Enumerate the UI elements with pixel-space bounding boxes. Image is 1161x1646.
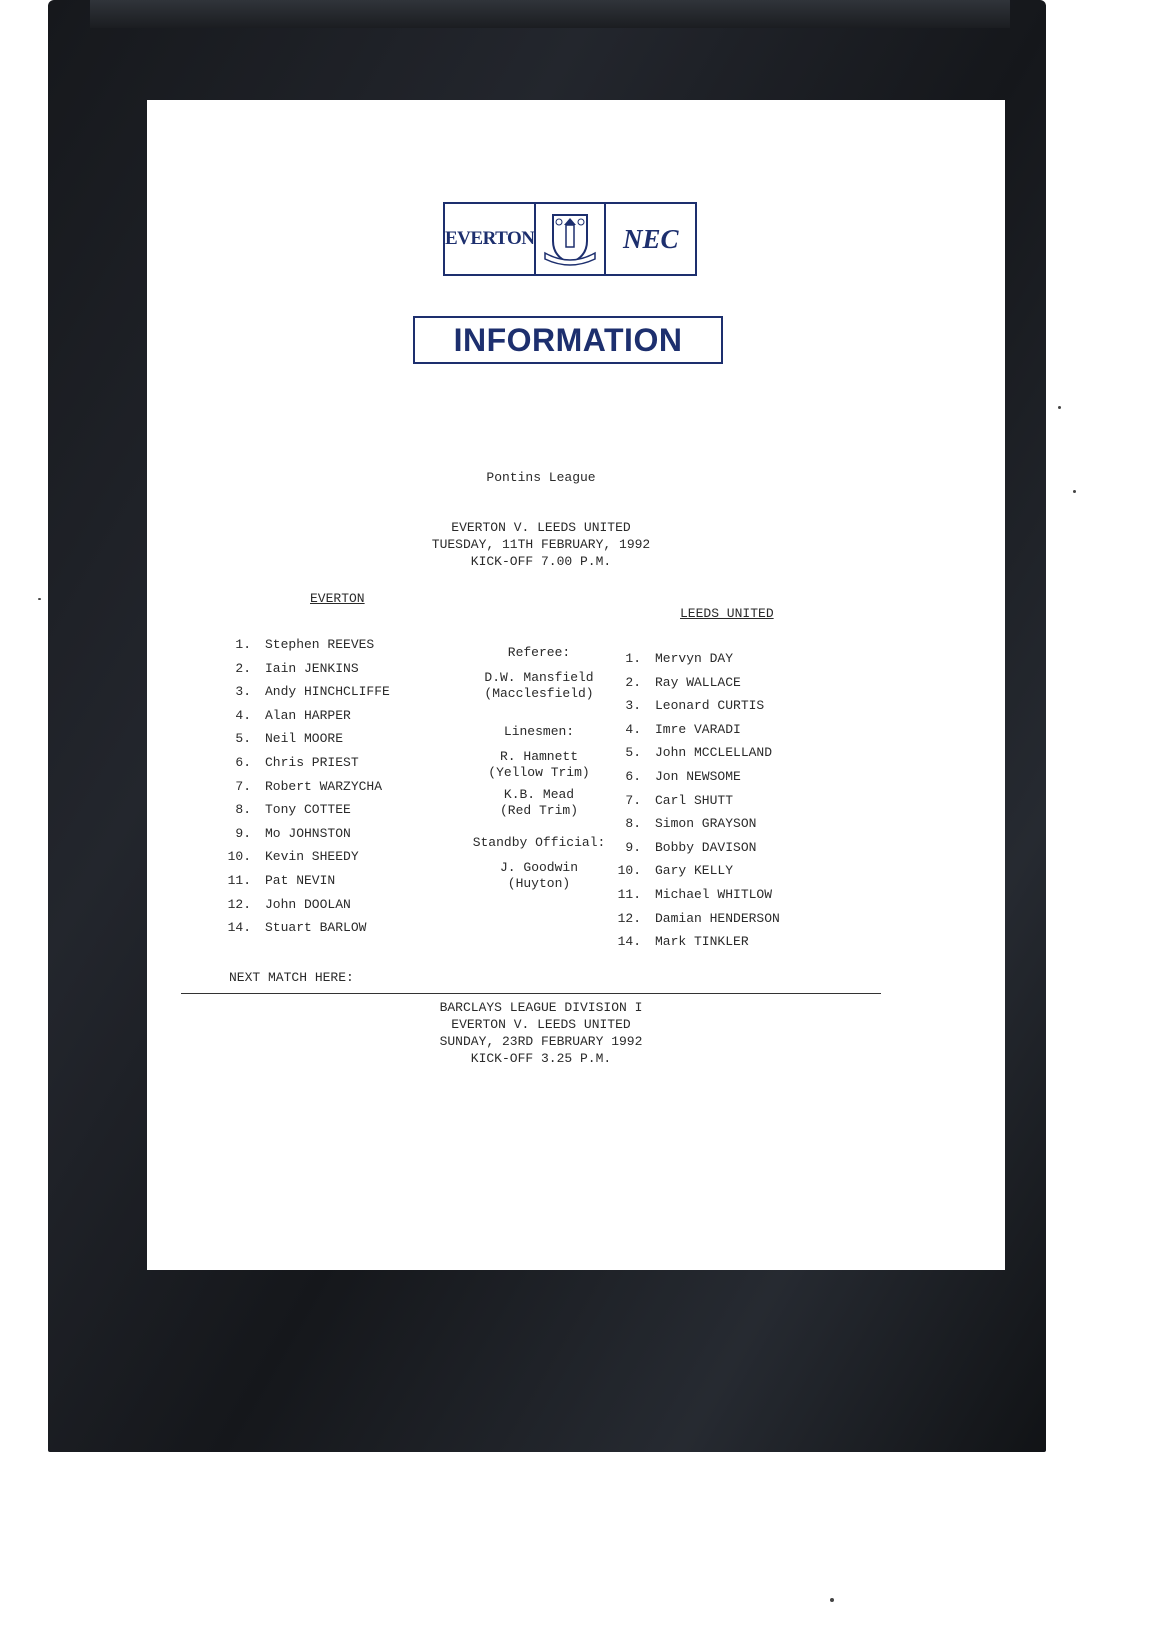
leeds-player-row	[611, 698, 764, 713]
referee-label: Referee:	[507, 645, 571, 660]
scan-speck	[38, 598, 41, 600]
everton-player-number: 3.	[235, 684, 251, 700]
referee-town: (Macclesfield)	[484, 686, 594, 701]
everton-player-row	[221, 897, 351, 912]
fixture-title: EVERTON V. LEEDS UNITED	[451, 520, 631, 535]
everton-player-name: Chris PRIEST	[265, 755, 359, 770]
leeds-player-name: Imre VARADI	[655, 721, 741, 737]
leeds-player-name: Simon GRAYSON	[655, 816, 757, 832]
leeds-player-number: 9.	[625, 839, 641, 855]
everton-player-name: Alan HARPER	[265, 707, 351, 723]
leeds-player-number: 3.	[625, 698, 641, 714]
leeds-heading: LEEDS UNITED	[680, 606, 774, 621]
everton-player-row	[221, 920, 366, 935]
leeds-player-name: Leonard CURTIS	[655, 698, 765, 714]
everton-player-name: Neil MOORE	[265, 731, 344, 747]
leeds-player-name: Carl SHUTT	[655, 792, 734, 808]
leeds-player-row	[611, 887, 772, 902]
leeds-player-row	[611, 745, 772, 760]
everton-player-number: 7.	[235, 778, 251, 794]
linesman-1-name: R. Hamnett	[499, 749, 578, 764]
everton-player-row	[221, 849, 359, 864]
leeds-player-number: 5.	[625, 745, 641, 761]
everton-player-name: John DOOLAN	[265, 896, 351, 912]
leeds-player-number: 8.	[625, 816, 641, 832]
everton-player-number: 14.	[227, 920, 251, 936]
leeds-player-row	[611, 769, 741, 784]
information-banner: INFORMATION	[413, 316, 723, 364]
leeds-player-number: 6.	[625, 769, 641, 784]
everton-player-row	[221, 684, 390, 699]
everton-player-number: 4.	[235, 707, 251, 723]
match-date: TUESDAY, 11TH FEBRUARY, 1992	[431, 537, 651, 552]
leeds-player-row	[611, 911, 780, 926]
everton-player-row	[221, 873, 335, 888]
everton-crest-icon	[534, 204, 606, 274]
everton-player-number: 12.	[227, 896, 251, 912]
everton-player-name: Iain JENKINS	[265, 660, 359, 676]
everton-player-name: Stuart BARLOW	[265, 920, 367, 936]
club-sponsor-logo	[443, 202, 697, 276]
linesman-2-name: K.B. Mead	[503, 787, 575, 802]
linesmen-label: Linesmen:	[503, 724, 575, 739]
everton-player-row	[221, 731, 343, 746]
leeds-player-number: 4.	[625, 721, 641, 737]
leeds-player-row	[611, 651, 733, 666]
leeds-player-number: 10.	[617, 863, 641, 879]
leeds-player-number: 11.	[617, 887, 641, 902]
scan-speck	[1073, 490, 1076, 493]
leeds-player-name: Mervyn DAY	[655, 651, 734, 666]
leeds-player-row	[611, 934, 749, 949]
everton-player-number: 10.	[227, 849, 251, 865]
everton-player-row	[221, 637, 374, 652]
leeds-player-number: 1.	[625, 651, 641, 666]
everton-player-number: 6.	[235, 755, 251, 770]
logo-nec-text: NEC	[622, 223, 679, 254]
kickoff-time: KICK-OFF 7.00 P.M.	[470, 554, 612, 569]
next-match-date: SUNDAY, 23RD FEBRUARY 1992	[439, 1034, 643, 1049]
leeds-player-name: Bobby DAVISON	[655, 839, 757, 855]
leeds-player-name: Gary KELLY	[655, 863, 734, 879]
everton-player-row	[221, 826, 351, 841]
everton-player-number: 1.	[235, 637, 251, 652]
everton-player-name: Tony COTTEE	[265, 802, 351, 818]
everton-player-number: 9.	[235, 825, 251, 841]
standby-town: (Huyton)	[507, 876, 571, 891]
everton-player-number: 2.	[235, 660, 251, 676]
everton-player-row	[221, 755, 359, 770]
linesman-1-trim: (Yellow Trim)	[488, 765, 590, 780]
everton-player-row	[221, 802, 351, 817]
everton-player-name: Robert WARZYCHA	[265, 778, 383, 794]
standby-label: Standby Official:	[472, 835, 606, 850]
leeds-player-number: 7.	[625, 792, 641, 808]
leeds-player-row	[611, 722, 741, 737]
leeds-player-name: John MCCLELLAND	[655, 745, 773, 761]
everton-player-number: 5.	[235, 731, 251, 747]
logo-everton-text: EVERTON	[445, 228, 535, 249]
leeds-player-row	[611, 863, 733, 878]
everton-player-name: Pat NEVIN	[265, 873, 336, 888]
leeds-player-number: 12.	[617, 910, 641, 926]
everton-player-number: 8.	[235, 802, 251, 818]
everton-player-row	[221, 779, 382, 794]
everton-player-number: 11.	[227, 873, 251, 888]
next-match-competition: BARCLAYS LEAGUE DIVISION I	[439, 1000, 643, 1015]
linesman-2-trim: (Red Trim)	[499, 803, 578, 818]
next-match-kickoff: KICK-OFF 3.25 P.M.	[470, 1051, 612, 1066]
next-match-label: NEXT MATCH HERE:	[229, 970, 354, 985]
leeds-player-row	[611, 793, 733, 808]
everton-player-row	[221, 708, 351, 723]
everton-player-name: Stephen REEVES	[265, 637, 375, 652]
leeds-player-name: Ray WALLACE	[655, 674, 741, 690]
standby-name: J. Goodwin	[499, 860, 578, 875]
next-match-fixture: EVERTON V. LEEDS UNITED	[451, 1017, 631, 1032]
leeds-player-name: Mark TINKLER	[655, 934, 749, 950]
leeds-player-row	[611, 816, 756, 831]
leeds-player-row	[611, 675, 741, 690]
leeds-player-name: Damian HENDERSON	[655, 910, 780, 926]
everton-player-row	[221, 661, 359, 676]
everton-player-name: Andy HINCHCLIFFE	[265, 684, 390, 700]
information-sheet	[147, 100, 1005, 1270]
scan-speck	[830, 1598, 834, 1602]
competition-title: Pontins League	[486, 470, 596, 485]
sleeve-top-edge	[90, 0, 1010, 28]
everton-heading: EVERTON	[310, 591, 365, 606]
everton-player-name: Kevin SHEEDY	[265, 849, 359, 865]
scan-speck	[1058, 406, 1061, 409]
divider-line	[181, 993, 881, 994]
everton-player-name: Mo JOHNSTON	[265, 825, 351, 841]
leeds-player-name: Jon NEWSOME	[655, 769, 741, 784]
leeds-player-number: 14.	[617, 934, 641, 950]
leeds-player-name: Michael WHITLOW	[655, 887, 773, 902]
leeds-player-number: 2.	[625, 674, 641, 690]
referee-name: D.W. Mansfield	[484, 670, 594, 685]
